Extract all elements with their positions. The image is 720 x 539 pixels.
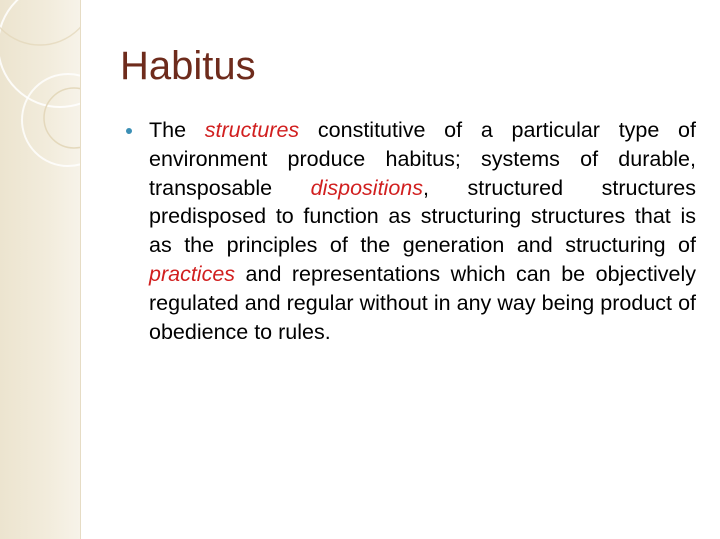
bullet-text-part: , structured structures predisposed to function as structuring structures that is as the principles of the generation and structuring of xyxy=(149,175,696,258)
decorative-circles-icon xyxy=(0,0,80,200)
decorative-sidebar xyxy=(0,0,81,539)
emphasis-structures: structures xyxy=(204,118,300,142)
emphasis-dispositions: dispositions xyxy=(310,175,423,200)
bullet-text-part: The xyxy=(149,118,205,142)
bullet-text-part: constitutive of a particular type of environment produce habitus; systems of durable, transposable xyxy=(149,118,696,200)
bullet-icon xyxy=(126,128,132,134)
bullet-text-part: and representations which can be objectively regulated and regular without in any way being product of obedience to rules. xyxy=(149,261,696,344)
emphasis-practices: practices xyxy=(149,261,236,286)
bullet-text xyxy=(149,116,696,346)
slide-title: Habitus xyxy=(120,44,256,88)
